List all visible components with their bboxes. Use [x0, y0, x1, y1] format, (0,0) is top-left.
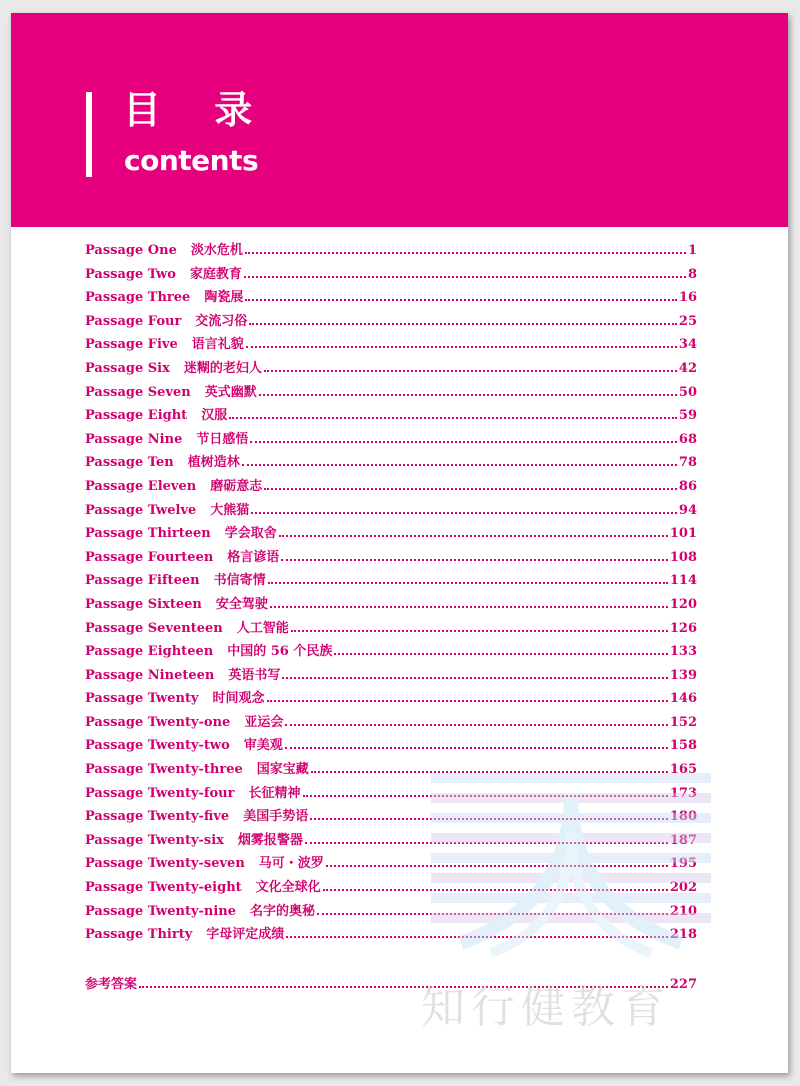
leader-dots — [323, 889, 668, 891]
toc-entry-label: Passage Twenty-one — [85, 714, 231, 730]
toc-entry-page-number: 165 — [669, 762, 697, 778]
toc-entry-label: Passage Thirty — [85, 927, 193, 943]
leader-dots — [229, 417, 677, 419]
toc-entry-label: Passage Twenty-eight — [85, 880, 242, 896]
leader-dots — [282, 677, 668, 679]
toc-entry-label: Passage Five — [85, 337, 178, 353]
toc-entry-topic: 烟雾报警器 — [237, 832, 303, 848]
toc-entry-topic: 英式幽默 — [204, 384, 257, 400]
toc-entry-label: Passage Twenty-six — [85, 832, 224, 848]
toc-entry-label: Passage Twenty-five — [85, 809, 230, 825]
toc-entry-label: Passage Twenty-two — [85, 738, 230, 754]
toc-entry[interactable] — [85, 522, 697, 546]
toc-entry-page-number: 146 — [669, 691, 697, 707]
toc-entry-label: Passage Eighteen — [85, 644, 214, 660]
leader-dots — [310, 818, 668, 820]
toc-entry[interactable] — [85, 758, 697, 782]
toc-entry-label: Passage Seven — [85, 384, 191, 400]
toc-entry[interactable] — [85, 428, 697, 452]
toc-entry[interactable] — [85, 782, 697, 806]
toc-entry-label: Passage Thirteen — [85, 526, 211, 542]
toc-entry-label: Passage Eleven — [85, 478, 197, 494]
leader-dots — [249, 323, 677, 325]
title-chinese: 目 录 — [123, 88, 273, 132]
toc-entry-topic: 中国的 56 个民族 — [227, 644, 333, 660]
toc-entry-page-number: 16 — [678, 290, 697, 306]
toc-entry[interactable] — [85, 852, 697, 876]
toc-entry[interactable] — [85, 404, 697, 428]
toc-entry-topic: 文化全球化 — [255, 880, 321, 896]
toc-entry-topic: 植树造林 — [187, 455, 240, 471]
leader-dots — [268, 582, 668, 584]
leader-dots — [317, 913, 668, 915]
leader-dots — [250, 441, 677, 443]
toc-entry[interactable] — [85, 475, 697, 499]
toc-entry-label: Passage Twenty-three — [85, 762, 243, 778]
leader-dots — [244, 276, 686, 278]
toc-entry[interactable] — [85, 711, 697, 735]
toc-entry[interactable] — [85, 923, 697, 947]
toc-entry-page-number: 139 — [669, 667, 697, 683]
toc-entry-page-number: 8 — [687, 266, 697, 282]
toc-entry-label: Passage Nine — [85, 431, 183, 447]
toc-entry-label: Passage Twenty-four — [85, 785, 235, 801]
toc-entry[interactable] — [85, 569, 697, 593]
toc-entry[interactable] — [85, 333, 697, 357]
toc-entry[interactable] — [85, 310, 697, 334]
toc-entry-topic: 语言礼貌 — [191, 337, 244, 353]
toc-entry-topic: 名字的奥秘 — [250, 903, 316, 919]
toc-entry-topic: 大熊猫 — [210, 502, 250, 518]
leader-dots — [334, 653, 668, 655]
toc-entry[interactable] — [85, 900, 697, 924]
toc-entry-topic: 格言谚语 — [227, 549, 280, 565]
toc-entry[interactable] — [85, 805, 697, 829]
toc-entry-label: Passage One — [85, 243, 177, 258]
answers-label: 参考答案 — [85, 977, 138, 992]
toc-entry-topic: 马可・波罗 — [258, 856, 324, 872]
toc-entry-topic: 亚运会 — [244, 714, 284, 730]
toc-entry-topic: 安全驾驶 — [215, 596, 268, 612]
toc-entry-page-number: 187 — [669, 832, 697, 848]
toc-entry-page-number: 1 — [687, 243, 697, 258]
leader-dots — [285, 747, 668, 749]
toc-entry[interactable] — [85, 734, 697, 758]
toc-entry-page-number: 126 — [669, 620, 697, 636]
toc-entry-label: Passage Twenty — [85, 691, 199, 707]
leader-dots — [286, 936, 668, 938]
toc-entry-label: Passage Three — [85, 290, 191, 306]
toc-entry-page-number: 173 — [669, 785, 697, 801]
toc-entry-topic: 磨砺意志 — [210, 478, 263, 494]
toc-entry-topic: 交流习俗 — [195, 313, 248, 329]
toc-entry-topic: 美国手势语 — [243, 809, 309, 825]
toc-entry-topic: 陶瓷展 — [204, 290, 244, 306]
watermark-text: 知行健教育 — [421, 982, 671, 1033]
table-of-contents — [85, 239, 697, 947]
leader-dots — [281, 559, 668, 561]
toc-entry-page-number: 218 — [669, 927, 697, 943]
toc-entry-topic: 淡水危机 — [190, 243, 243, 258]
toc-entry-page-number: 86 — [678, 478, 697, 494]
toc-entry-label: Passage Ten — [85, 455, 174, 471]
toc-entry-topic: 字母评定成绩 — [206, 927, 285, 943]
toc-entry[interactable] — [85, 381, 697, 405]
toc-entry-page-number: 114 — [669, 573, 697, 589]
answers-entry[interactable] — [85, 973, 697, 997]
toc-entry-topic: 家庭教育 — [189, 266, 242, 282]
toc-entry-page-number: 180 — [669, 809, 697, 825]
header-accent-bar — [86, 92, 92, 177]
toc-entry-label: Passage Seventeen — [85, 620, 223, 636]
leader-dots — [267, 700, 668, 702]
toc-entry-page-number: 101 — [669, 526, 697, 542]
toc-entry-page-number: 195 — [669, 856, 697, 872]
leader-dots — [251, 512, 677, 514]
toc-entry-page-number: 94 — [678, 502, 697, 518]
toc-entry[interactable] — [85, 286, 697, 310]
toc-entry-page-number: 68 — [678, 431, 697, 447]
document-page — [11, 13, 788, 1073]
toc-entry-topic: 国家宝藏 — [256, 762, 309, 778]
leader-dots — [264, 370, 677, 372]
toc-entry[interactable] — [85, 664, 697, 688]
toc-entry-label: Passage Nineteen — [85, 667, 215, 683]
toc-entry-page-number: 50 — [678, 384, 697, 400]
toc-entry-page-number: 158 — [669, 738, 697, 754]
toc-entry-label: Passage Sixteen — [85, 596, 202, 612]
toc-entry-page-number: 59 — [678, 408, 697, 424]
toc-entry-topic: 学会取舍 — [224, 526, 277, 542]
leader-dots — [259, 394, 677, 396]
toc-entry-topic: 审美观 — [243, 738, 283, 754]
toc-entry[interactable] — [85, 357, 697, 381]
leader-dots — [311, 771, 668, 773]
toc-entry-topic: 长征精神 — [248, 785, 301, 801]
toc-entry-label: Passage Four — [85, 313, 182, 329]
toc-entry-label: Passage Six — [85, 360, 170, 376]
toc-entry[interactable] — [85, 593, 697, 617]
toc-entry[interactable] — [85, 687, 697, 711]
toc-entry[interactable] — [85, 617, 697, 641]
toc-entry-label: Passage Fifteen — [85, 573, 200, 589]
toc-entry[interactable] — [85, 499, 697, 523]
toc-entry-label: Passage Fourteen — [85, 549, 214, 565]
leader-dots — [305, 842, 668, 844]
leader-dots — [245, 252, 686, 254]
toc-entry-page-number: 78 — [678, 455, 697, 471]
toc-entry-topic: 汉服 — [201, 408, 228, 424]
leader-dots — [242, 464, 677, 466]
answers-page-number: 227 — [669, 977, 697, 992]
toc-entry-label: Passage Twenty-seven — [85, 856, 245, 872]
leader-dots — [270, 606, 668, 608]
toc-entry-topic: 书信寄情 — [213, 573, 266, 589]
toc-entry-label: Passage Eight — [85, 408, 188, 424]
toc-entry[interactable] — [85, 239, 697, 263]
leader-dots — [285, 724, 668, 726]
toc-entry-topic: 人工智能 — [236, 620, 289, 636]
leader-dots — [303, 795, 668, 797]
toc-entry[interactable] — [85, 640, 697, 664]
toc-entry[interactable] — [85, 546, 697, 570]
toc-entry-page-number: 120 — [669, 596, 697, 612]
leader-dots — [246, 346, 677, 348]
toc-entry-page-number: 202 — [669, 880, 697, 896]
toc-entry-page-number: 133 — [669, 644, 697, 660]
toc-entry-page-number: 25 — [678, 313, 697, 329]
leader-dots — [245, 299, 677, 301]
toc-entry-topic: 节日感悟 — [196, 431, 249, 447]
toc-entry-topic: 迷糊的老妇人 — [183, 360, 262, 376]
header-banner — [11, 13, 788, 227]
toc-entry-page-number: 34 — [678, 337, 697, 353]
toc-entry-topic: 英语书写 — [228, 667, 281, 683]
leader-dots — [279, 535, 668, 537]
toc-entry-label: Passage Twenty-nine — [85, 903, 237, 919]
toc-entry-topic: 时间观念 — [212, 691, 265, 707]
leader-dots — [291, 630, 668, 632]
toc-entry-page-number: 42 — [678, 360, 697, 376]
toc-entry-label: Passage Twelve — [85, 502, 197, 518]
toc-entry[interactable] — [85, 451, 697, 475]
title-english: contents — [124, 144, 259, 177]
leader-dots — [139, 986, 668, 988]
toc-entry-page-number: 108 — [669, 549, 697, 565]
toc-entry[interactable] — [85, 876, 697, 900]
toc-entry[interactable] — [85, 263, 697, 287]
toc-entry[interactable] — [85, 829, 697, 853]
toc-entry-page-number: 152 — [669, 714, 697, 730]
leader-dots — [264, 488, 677, 490]
toc-entry-label: Passage Two — [85, 266, 176, 282]
toc-entry-page-number: 210 — [669, 903, 697, 919]
leader-dots — [326, 865, 668, 867]
